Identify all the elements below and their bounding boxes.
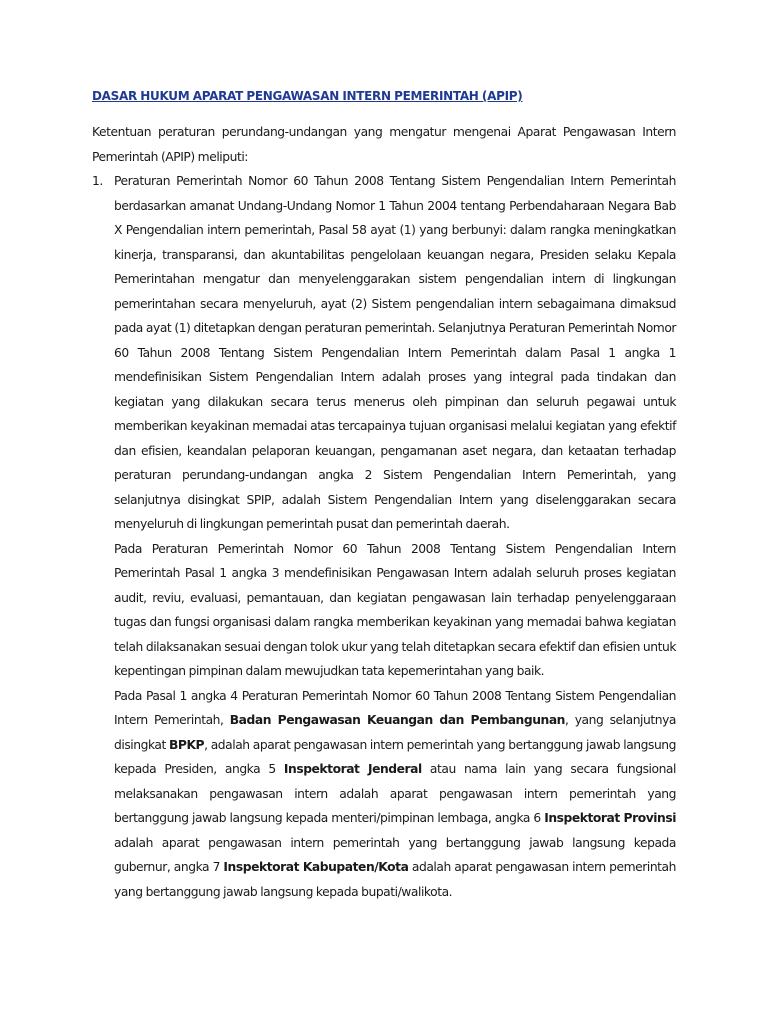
- paragraph-segment: adalah aparat pengawasan intern pemerintah yang bertanggung jawab langsung kepada gubernur, angka 7: [114, 835, 676, 874]
- term-inspektorat-kabupaten-kota: Inspektorat Kabupaten/Kota: [223, 860, 409, 874]
- paragraph-segment: atau nama lain yang secara fungsional melaksanakan pengawasan intern adalah aparat pengawasan intern pemerintah yang bertanggung jawab langsung kepada menteri/pimpinan lembaga, angka 6: [114, 762, 676, 825]
- list-item-number: 1.: [92, 174, 103, 188]
- paragraph-segment: , adalah aparat pengawasan intern pemerintah yang bertanggung jawab langsung kepada Presiden, angka 5: [114, 737, 676, 776]
- term-bpkp: BPKP: [168, 737, 205, 752]
- paragraph-segment: Pada Peraturan Pemerintah Nomor 60 Tahun 2008 Tentang Sistem Pengendalian Intern Pemerintah Pasal 1 angka 3 mendefinisikan Pengawasan Intern adalah seluruh proses kegiatan audit, reviu, evaluasi, pemantauan, dan kegiatan pengawasan lain terhadap penyelenggaraan tugas dan fungsi organisasi dalam rangka memberikan keyakinan yang memadai bahwa kegiatan telah dilaksanakan sesuai dengan tolok ukur yang telah ditetapkan secara efektif dan efisien untuk kepentingan pimpinan dalam mewujudkan tata kepemerintahan yang baik.: [114, 541, 676, 678]
- intro-paragraph: Ketentuan peraturan perundang-undangan yang mengatur mengenai Aparat Pengawasan Intern Pemerintah (APIP) meliputi:: [92, 125, 676, 164]
- term-bpkp-full: Badan Pengawasan Keuangan dan Pembangunan: [229, 713, 565, 727]
- document-page: [92, 86, 676, 904]
- paragraph-apip-institutions: [114, 684, 676, 905]
- list-item-1: [92, 169, 676, 904]
- paragraph-segment: , yang selanjutnya disingkat: [114, 713, 676, 752]
- paragraph-segment: adalah aparat pengawasan intern pemerintah yang bertanggung jawab langsung kepada bupati/walikota.: [114, 860, 676, 899]
- legal-basis-list: [92, 169, 676, 904]
- term-inspektorat-provinsi: Inspektorat Provinsi: [544, 811, 676, 825]
- paragraph-pengawasan-intern: [114, 537, 676, 684]
- document-title[interactable]: DASAR HUKUM APARAT PENGAWASAN INTERN PEMERINTAH (APIP): [92, 89, 523, 103]
- paragraph-segment: Peraturan Pemerintah Nomor 60 Tahun 2008 Tentang Sistem Pengendalian Intern Pemerintah berdasarkan amanat Undang-Undang Nomor 1 Tahun 2004 tentang Perbendaharaan Negara Bab X Pengendalian intern pemerintah, Pasal 58 ayat (1) yang berbunyi: dalam rangka meningkatkan kinerja, transparansi, dan akuntabilitas pengelolaan keuangan negara, Presiden selaku Kepala Pemerintahan mengatur dan menyelenggarakan sistem pengendalian intern di lingkungan pemerintahan secara menyeluruh, ayat (2) Sistem pengendalian intern sebagaimana dimaksud pada ayat (1) ditetapkan dengan peraturan pemerintah. Selanjutnya Peraturan Pemerintah Nomor 60 Tahun 2008 Tentang Sistem Pengendalian Intern Pemerintah dalam Pasal 1 angka 1 mendefinisikan Sistem Pengendalian Intern adalah proses yang integral pada tindakan dan kegiatan yang dilakukan secara terus menerus oleh pimpinan dan seluruh pegawai untuk memberikan keyakinan memadai atas tercapainya tujuan organisasi melalui kegiatan yang efektif dan efisien, keandalan pelaporan keuangan, pengamanan aset negara, dan ketaatan terhadap peraturan perundang-undangan angka 2 Sistem Pengendalian Intern Pemerintah, yang selanjutnya disingkat SPIP, adalah Sistem Pengendalian Intern yang diselenggarakan secara menyeluruh di lingkungan pemerintah pusat dan pemerintah daerah.: [114, 174, 676, 531]
- paragraph-segment: Pada Pasal 1 angka 4 Peraturan Pemerintah Nomor 60 Tahun 2008 Tentang Sistem Pengendalian Intern Pemerintah,: [114, 688, 676, 727]
- paragraph-pp60-definition: [114, 169, 676, 537]
- term-inspektorat-jenderal: Inspektorat Jenderal: [283, 762, 422, 776]
